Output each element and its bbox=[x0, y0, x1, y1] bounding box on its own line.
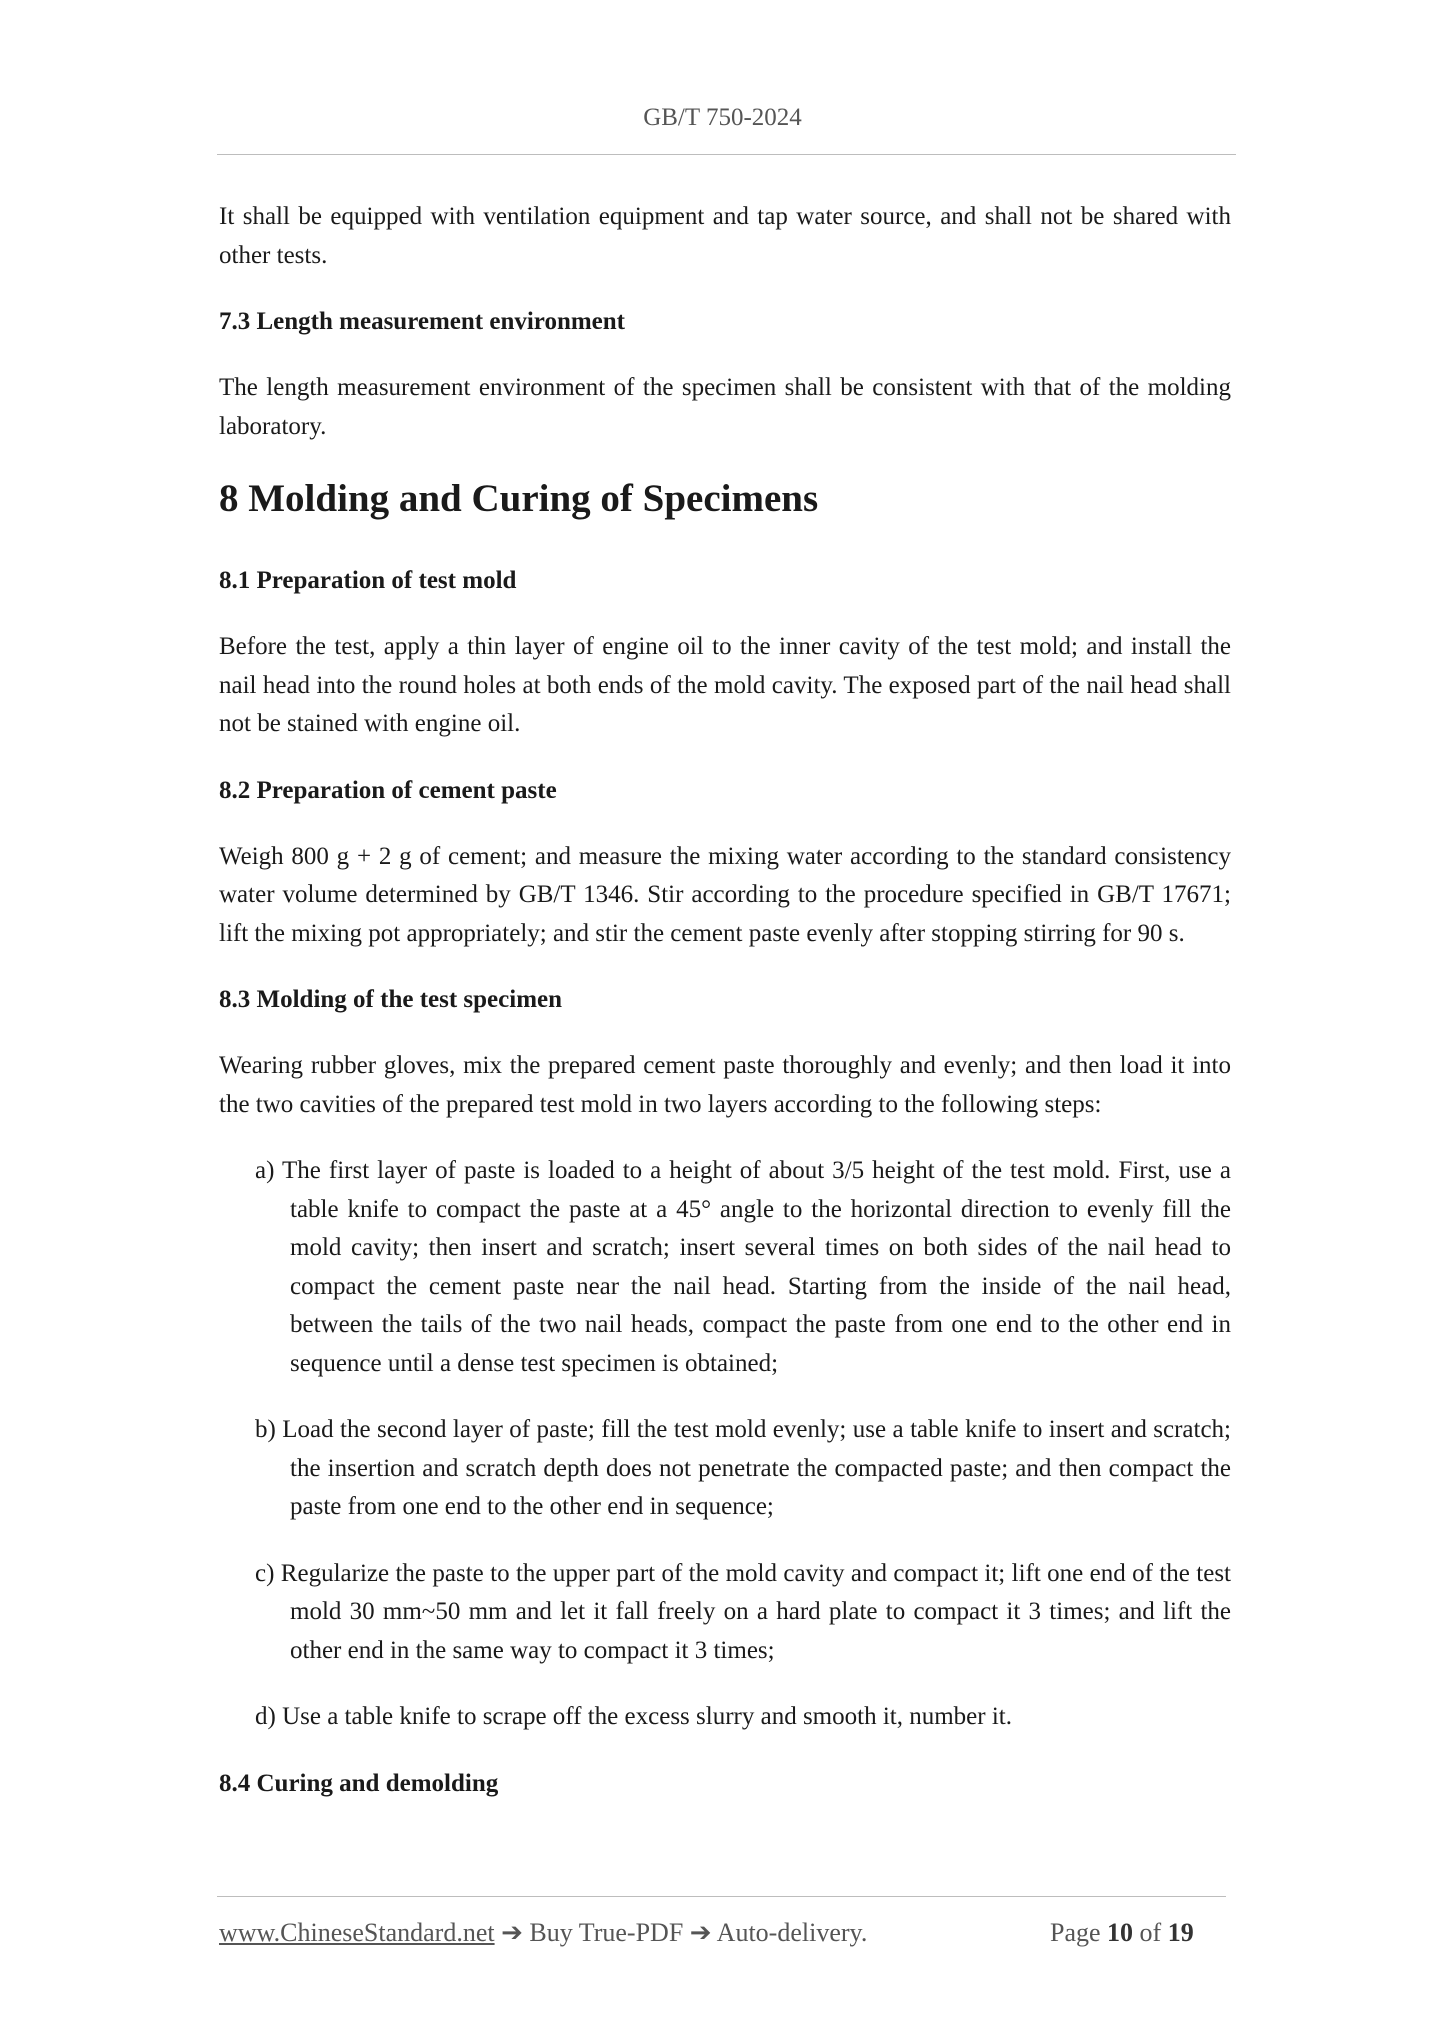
list-item-b: b) Load the second layer of paste; fill the test mold evenly; use a table knife to insert and scratch; the insertion and scratch depth does not penetrate the compacted paste; and then compact the paste from one end to the other end in sequence; bbox=[255, 1416, 1231, 1520]
document-header-title: GB/T 750-2024 bbox=[643, 104, 802, 131]
footer-divider bbox=[217, 1896, 1226, 1897]
list-item-d: d) Use a table knife to scrape off the excess slurry and smooth it, number it. bbox=[255, 1703, 1012, 1730]
paragraph-8-1: Before the test, apply a thin layer of engine oil to the inner cavity of the test mold; and install the nail head into the round holes at both ends of the mold cavity. The exposed part of the nail head shall not be stained with engine oil. bbox=[219, 633, 1231, 737]
list-item-a: a) The first layer of paste is loaded to a height of about 3/5 height of the test mold. First, use a table knife to compact the paste at a 45° angle to the horizontal direction to evenly fill the mold cavity; then insert and scratch; insert several times on both sides of the nail head to compact the cement paste near the nail head. Starting from the inside of the nail head, between the tails of the two nail heads, compact the paste from one end to the other end in sequence until a dense test specimen is obtained; bbox=[255, 1157, 1231, 1377]
page-number: 10 bbox=[1107, 1918, 1134, 1947]
heading-7-3: 7.3 Length measurement environment bbox=[219, 308, 625, 335]
heading-8-1: 8.1 Preparation of test mold bbox=[219, 567, 517, 594]
heading-8-3: 8.3 Molding of the test specimen bbox=[219, 986, 563, 1013]
paragraph-8-2: Weigh 800 g + 2 g of cement; and measure the mixing water according to the standard consistency water volume determined by GB/T 1346. Stir according to the procedure specified in GB/T 17671; lift the mixing pot appropriately; and stir the cement paste evenly after stopping stirring for 90 s. bbox=[219, 842, 1231, 947]
auto-delivery-text: Auto-delivery. bbox=[716, 1918, 868, 1947]
footer-promo bbox=[219, 1918, 867, 1948]
intro-paragraph: It shall be equipped with ventilation equipment and tap water source, and shall not be shared with other tests. bbox=[219, 203, 1231, 269]
page-content bbox=[219, 198, 1231, 1831]
arrow-right-icon: ➔ bbox=[501, 1918, 523, 1947]
page-total: 19 bbox=[1167, 1918, 1194, 1947]
website-link[interactable]: www.ChineseStandard.net bbox=[219, 1918, 495, 1947]
page-label: Page bbox=[1050, 1918, 1101, 1947]
paragraph-8-3: Wearing rubber gloves, mix the prepared cement paste thoroughly and evenly; and then load it into the two cavities of the prepared test mold in two layers according to the following steps: bbox=[219, 1052, 1231, 1118]
heading-8-2: 8.2 Preparation of cement paste bbox=[219, 776, 557, 804]
list-item-c: c) Regularize the paste to the upper part of the mold cavity and compact it; lift one end of the test mold 30 mm~50 mm and let it fall freely on a hard plate to compact it 3 times; and lift the other end in the same way to compact it 3 times; bbox=[255, 1559, 1231, 1664]
of-label: of bbox=[1139, 1918, 1162, 1947]
page-indicator bbox=[1050, 1918, 1194, 1948]
header-divider bbox=[217, 154, 1236, 155]
buy-true-pdf-text: Buy True-PDF bbox=[529, 1918, 684, 1947]
heading-8-4: 8.4 Curing and demolding bbox=[219, 1769, 499, 1797]
arrow-right-icon: ➔ bbox=[689, 1918, 712, 1947]
paragraph-7-3: The length measurement environment of the specimen shall be consistent with that of the molding laboratory. bbox=[219, 374, 1231, 440]
heading-section-8: 8 Molding and Curing of Specimens bbox=[219, 477, 819, 520]
